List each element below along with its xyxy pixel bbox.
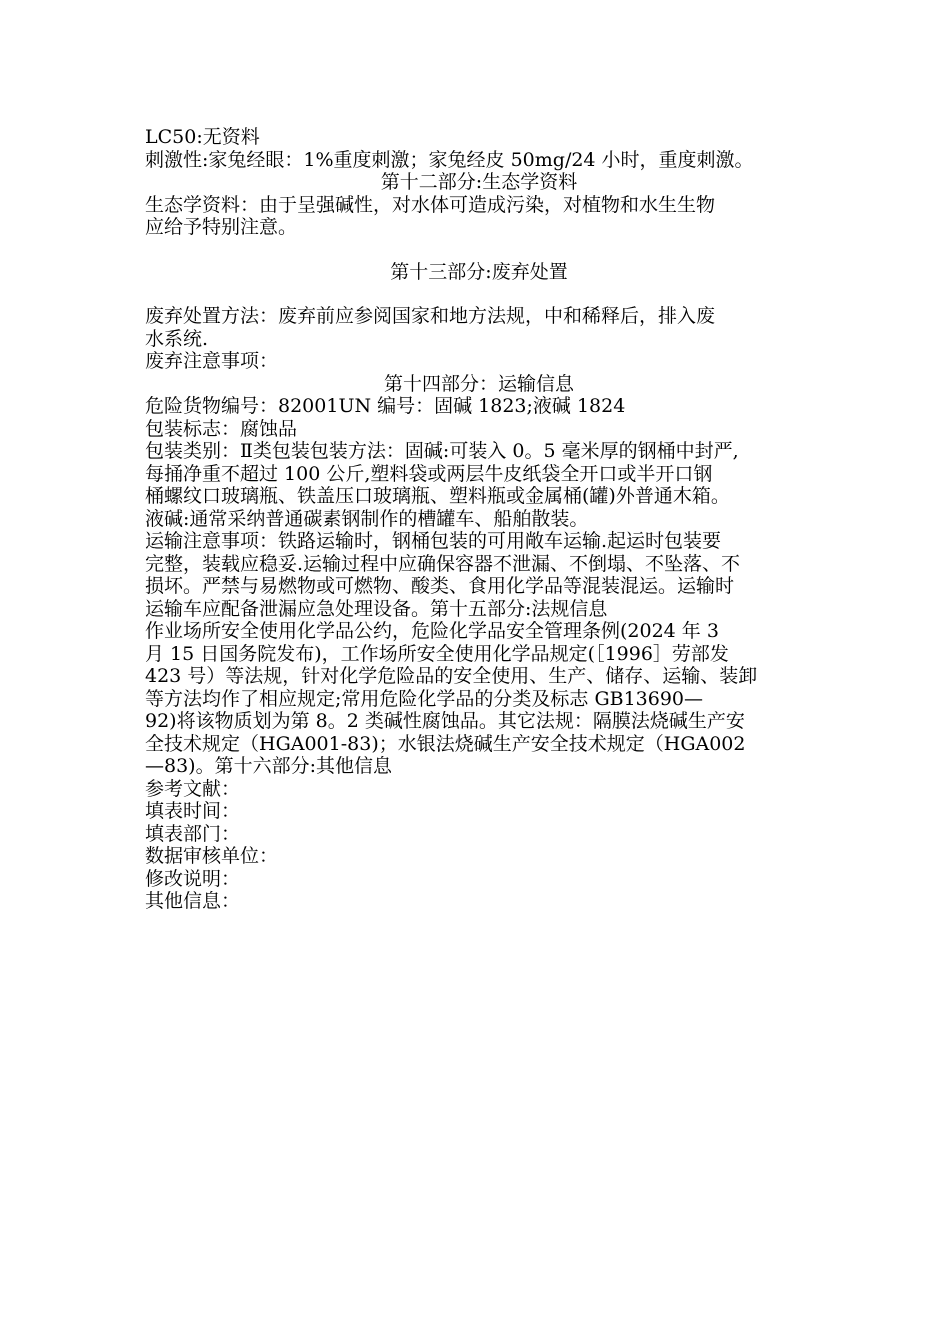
section-14-heading: 第十四部分：运输信息 <box>383 372 574 395</box>
revision-notes-field: 修改说明： <box>145 867 241 890</box>
regulations-line-1: 作业场所安全使用化学品公约，危险化学品安全管理条例(2024 年 3 <box>145 620 719 642</box>
disposal-method-line-2: 水系统. <box>145 327 209 350</box>
transport-notes-line-4: 运输车应配备泄漏应急处理设备。第十五部分:法规信息 <box>145 597 608 620</box>
packaging-category-line-1: 包装类别：Ⅱ类包装包装方法：固碱:可装入 0。5 毫米厚的钢桶中封严, <box>145 440 739 462</box>
packaging-category-line-3: 桶螺纹口玻璃瓶、铁盖压口玻璃瓶、塑料瓶或金属桶(罐)外普通木箱。 <box>145 485 730 507</box>
transport-notes-line-2: 完整，装载应稳妥.运输过程中应确保容器不泄漏、不倒塌、不坠落、不 <box>145 552 741 575</box>
packaging-label-line: 包装标志：腐蚀品 <box>145 417 298 440</box>
lc50-line: LC50:无资料 <box>145 126 260 148</box>
ecology-text-line-1: 生态学资料：由于呈强碱性，对水体可造成污染，对植物和水生生物 <box>145 193 716 216</box>
liquid-alkali-line: 液碱:通常采纳普通碳素钢制作的槽罐车、船舶散装。 <box>145 507 589 530</box>
transport-notes-line-1: 运输注意事项：铁路运输时，钢桶包装的可用敞车运输.起运时包装要 <box>145 530 722 552</box>
section-12-heading: 第十二部分:生态学资料 <box>380 171 578 193</box>
regulations-line-5: 92)将该物质划为第 8。2 类碱性腐蚀品。其它法规：隔膜法烧碱生产安 <box>145 710 745 732</box>
packaging-category-line-2: 每捅净重不超过 100 公斤,塑料袋或两层牛皮纸袋全开口或半开口钢 <box>145 462 713 485</box>
references-field: 参考文献： <box>145 777 241 800</box>
ecology-text-line-2: 应给予特别注意。 <box>145 216 298 238</box>
section-13-heading: 第十三部分:废弃处置 <box>390 260 568 283</box>
regulations-line-4: 等方法均作了相应规定;常用危险化学品的分类及标志 GB13690— <box>145 687 704 710</box>
document-page <box>145 126 813 913</box>
regulations-line-3: 423 号）等法规，针对化学危险品的安全使用、生产、储存、运输、装卸 <box>145 665 758 687</box>
disposal-notes-line: 废弃注意事项： <box>145 350 279 372</box>
fill-date-field: 填表时间： <box>145 800 241 822</box>
fill-department-field: 填表部门： <box>145 822 241 845</box>
data-review-unit-field: 数据审核单位： <box>145 845 279 867</box>
other-info-field: 其他信息： <box>145 890 241 912</box>
regulations-line-7: —83)。第十六部分:其他信息 <box>145 755 392 777</box>
regulations-line-2: 月 15 日国务院发布)，工作场所安全使用化学品规定(［1996］劳部发 <box>145 642 729 665</box>
dangerous-goods-number-line: 危险货物编号：82001UN 编号：固碱 1823;液碱 1824 <box>145 395 626 417</box>
irritation-line: 刺激性:家兔经眼：1%重度刺激；家兔经皮 50mg/24 小时，重度刺激。 <box>145 148 754 171</box>
disposal-method-line-1: 废弃处置方法：废弃前应参阅国家和地方法规，中和稀释后，排入废 <box>145 305 716 327</box>
regulations-line-6: 全技术规定（HGA001-83)；水银法烧碱生产安全技术规定（HGA002 <box>145 732 746 755</box>
transport-notes-line-3: 损坏。严禁与易燃物或可燃物、酸类、食用化学品等混装混运。运输时 <box>145 575 735 597</box>
